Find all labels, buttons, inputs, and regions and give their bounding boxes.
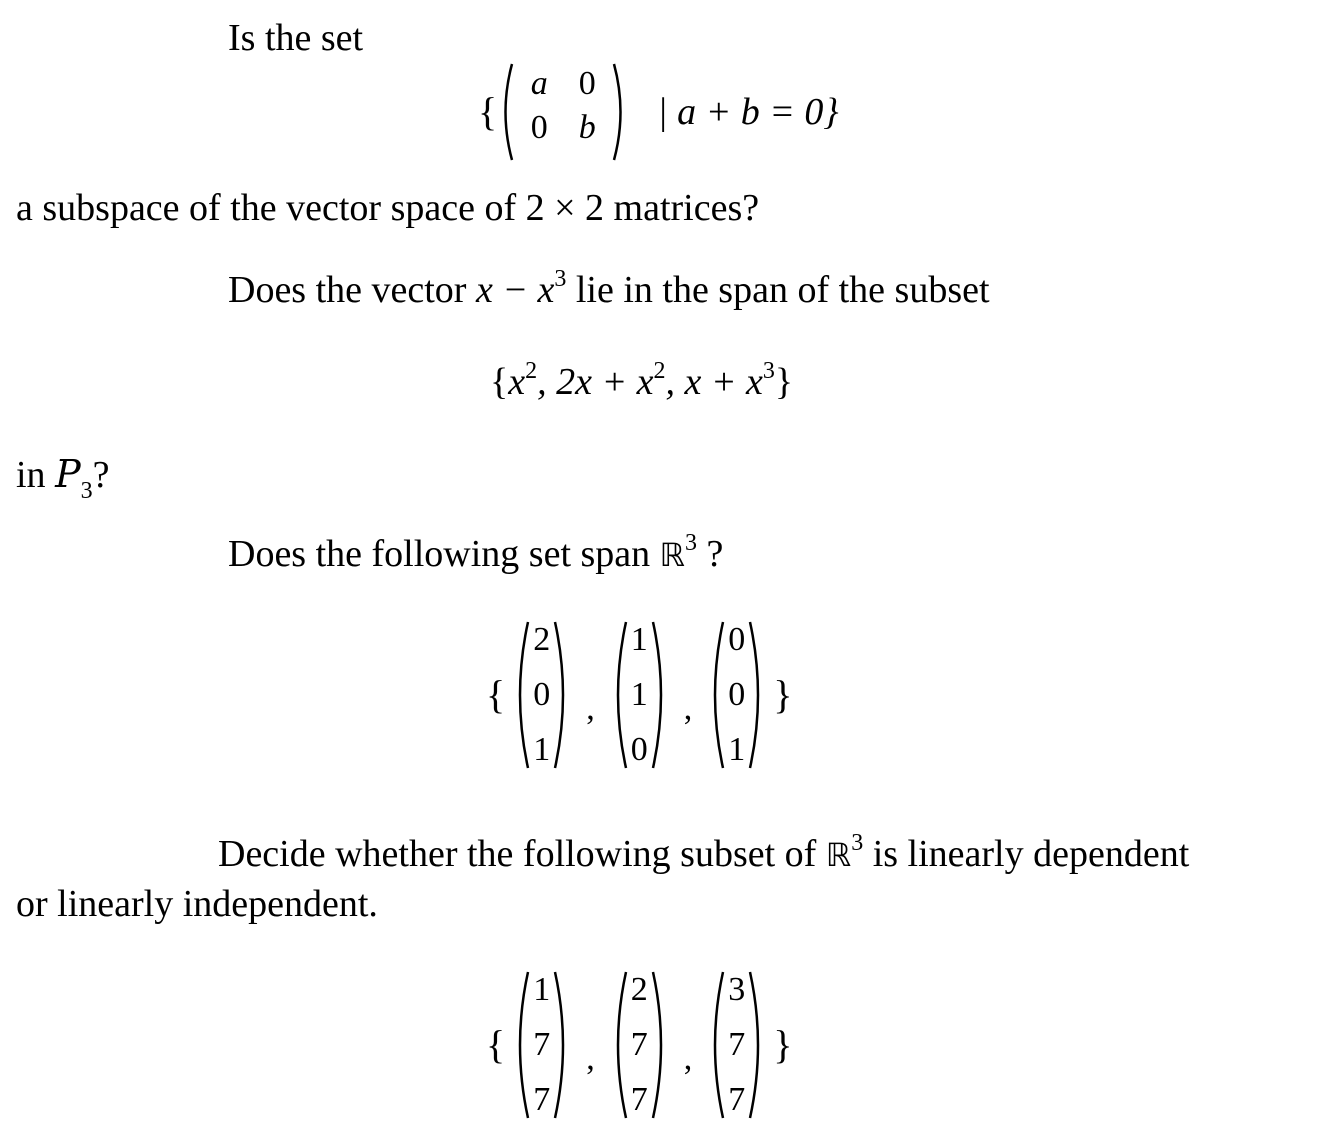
q1-set	[478, 62, 839, 162]
q1-matrix-cell: 0	[530, 109, 548, 146]
q3-vector: 1 1 0	[609, 620, 670, 770]
q4-close-brace: }	[773, 1022, 793, 1067]
q3-vector: 0 0 1	[706, 620, 767, 770]
left-paren-icon	[497, 62, 515, 162]
right-paren-icon	[747, 970, 767, 1120]
left-paren-icon	[609, 970, 629, 1120]
q1-matrix-cell: a	[530, 65, 548, 102]
q4-intro: Decide whether the following subset of ℝ$^3$ is linearly dependent	[218, 830, 1190, 875]
q2-intro: Does the vector $x - x^3$ lie in the span of the subset	[228, 266, 990, 311]
right-paren-icon	[552, 620, 572, 770]
q4-vector-set	[486, 970, 792, 1120]
q4-vector: 1 7 7	[511, 970, 572, 1120]
q4-vector: 2 7 7	[609, 970, 670, 1120]
q3-intro: Does the following set span ℝ$^3$ ?	[228, 530, 724, 575]
q4-intro-line2: or linearly independent.	[16, 883, 378, 925]
q1-condition: | a + b = 0}	[657, 91, 839, 133]
q4-open-brace: {	[486, 1022, 506, 1067]
right-paren-icon	[650, 970, 670, 1120]
right-paren-icon	[747, 620, 767, 770]
q1-intro: Is the set	[228, 17, 364, 59]
q1-question: a subspace of the vector space of 2 × 2 matrices?	[16, 187, 760, 229]
right-paren-icon	[552, 970, 572, 1120]
q3-vector-set	[486, 620, 792, 770]
right-paren-icon	[650, 620, 670, 770]
q4-comma: ,	[586, 1040, 595, 1077]
left-paren-icon	[706, 620, 726, 770]
q3-vector: 2 0 1	[511, 620, 572, 770]
q1-matrix-cell: b	[578, 109, 596, 146]
left-paren-icon	[706, 970, 726, 1120]
left-paren-icon	[511, 620, 531, 770]
q1-matrix-cell: 0	[578, 65, 596, 102]
q4-vector: 3 7 7	[706, 970, 767, 1120]
q3-comma: ,	[586, 690, 595, 727]
q1-open-brace: {	[478, 89, 498, 134]
q4-comma: ,	[683, 1040, 693, 1077]
left-paren-icon	[609, 620, 629, 770]
q3-close-brace: }	[773, 672, 793, 717]
right-paren-icon	[611, 62, 629, 162]
q2-subset: {$x^2$, $2x + x^2$, $x + x^3$}	[490, 358, 794, 403]
q3-open-brace: {	[486, 672, 506, 717]
q3-comma: ,	[683, 690, 693, 727]
q1-matrix	[497, 62, 629, 162]
left-paren-icon	[511, 970, 531, 1120]
q2-outro: in $P_3$?	[16, 452, 110, 504]
